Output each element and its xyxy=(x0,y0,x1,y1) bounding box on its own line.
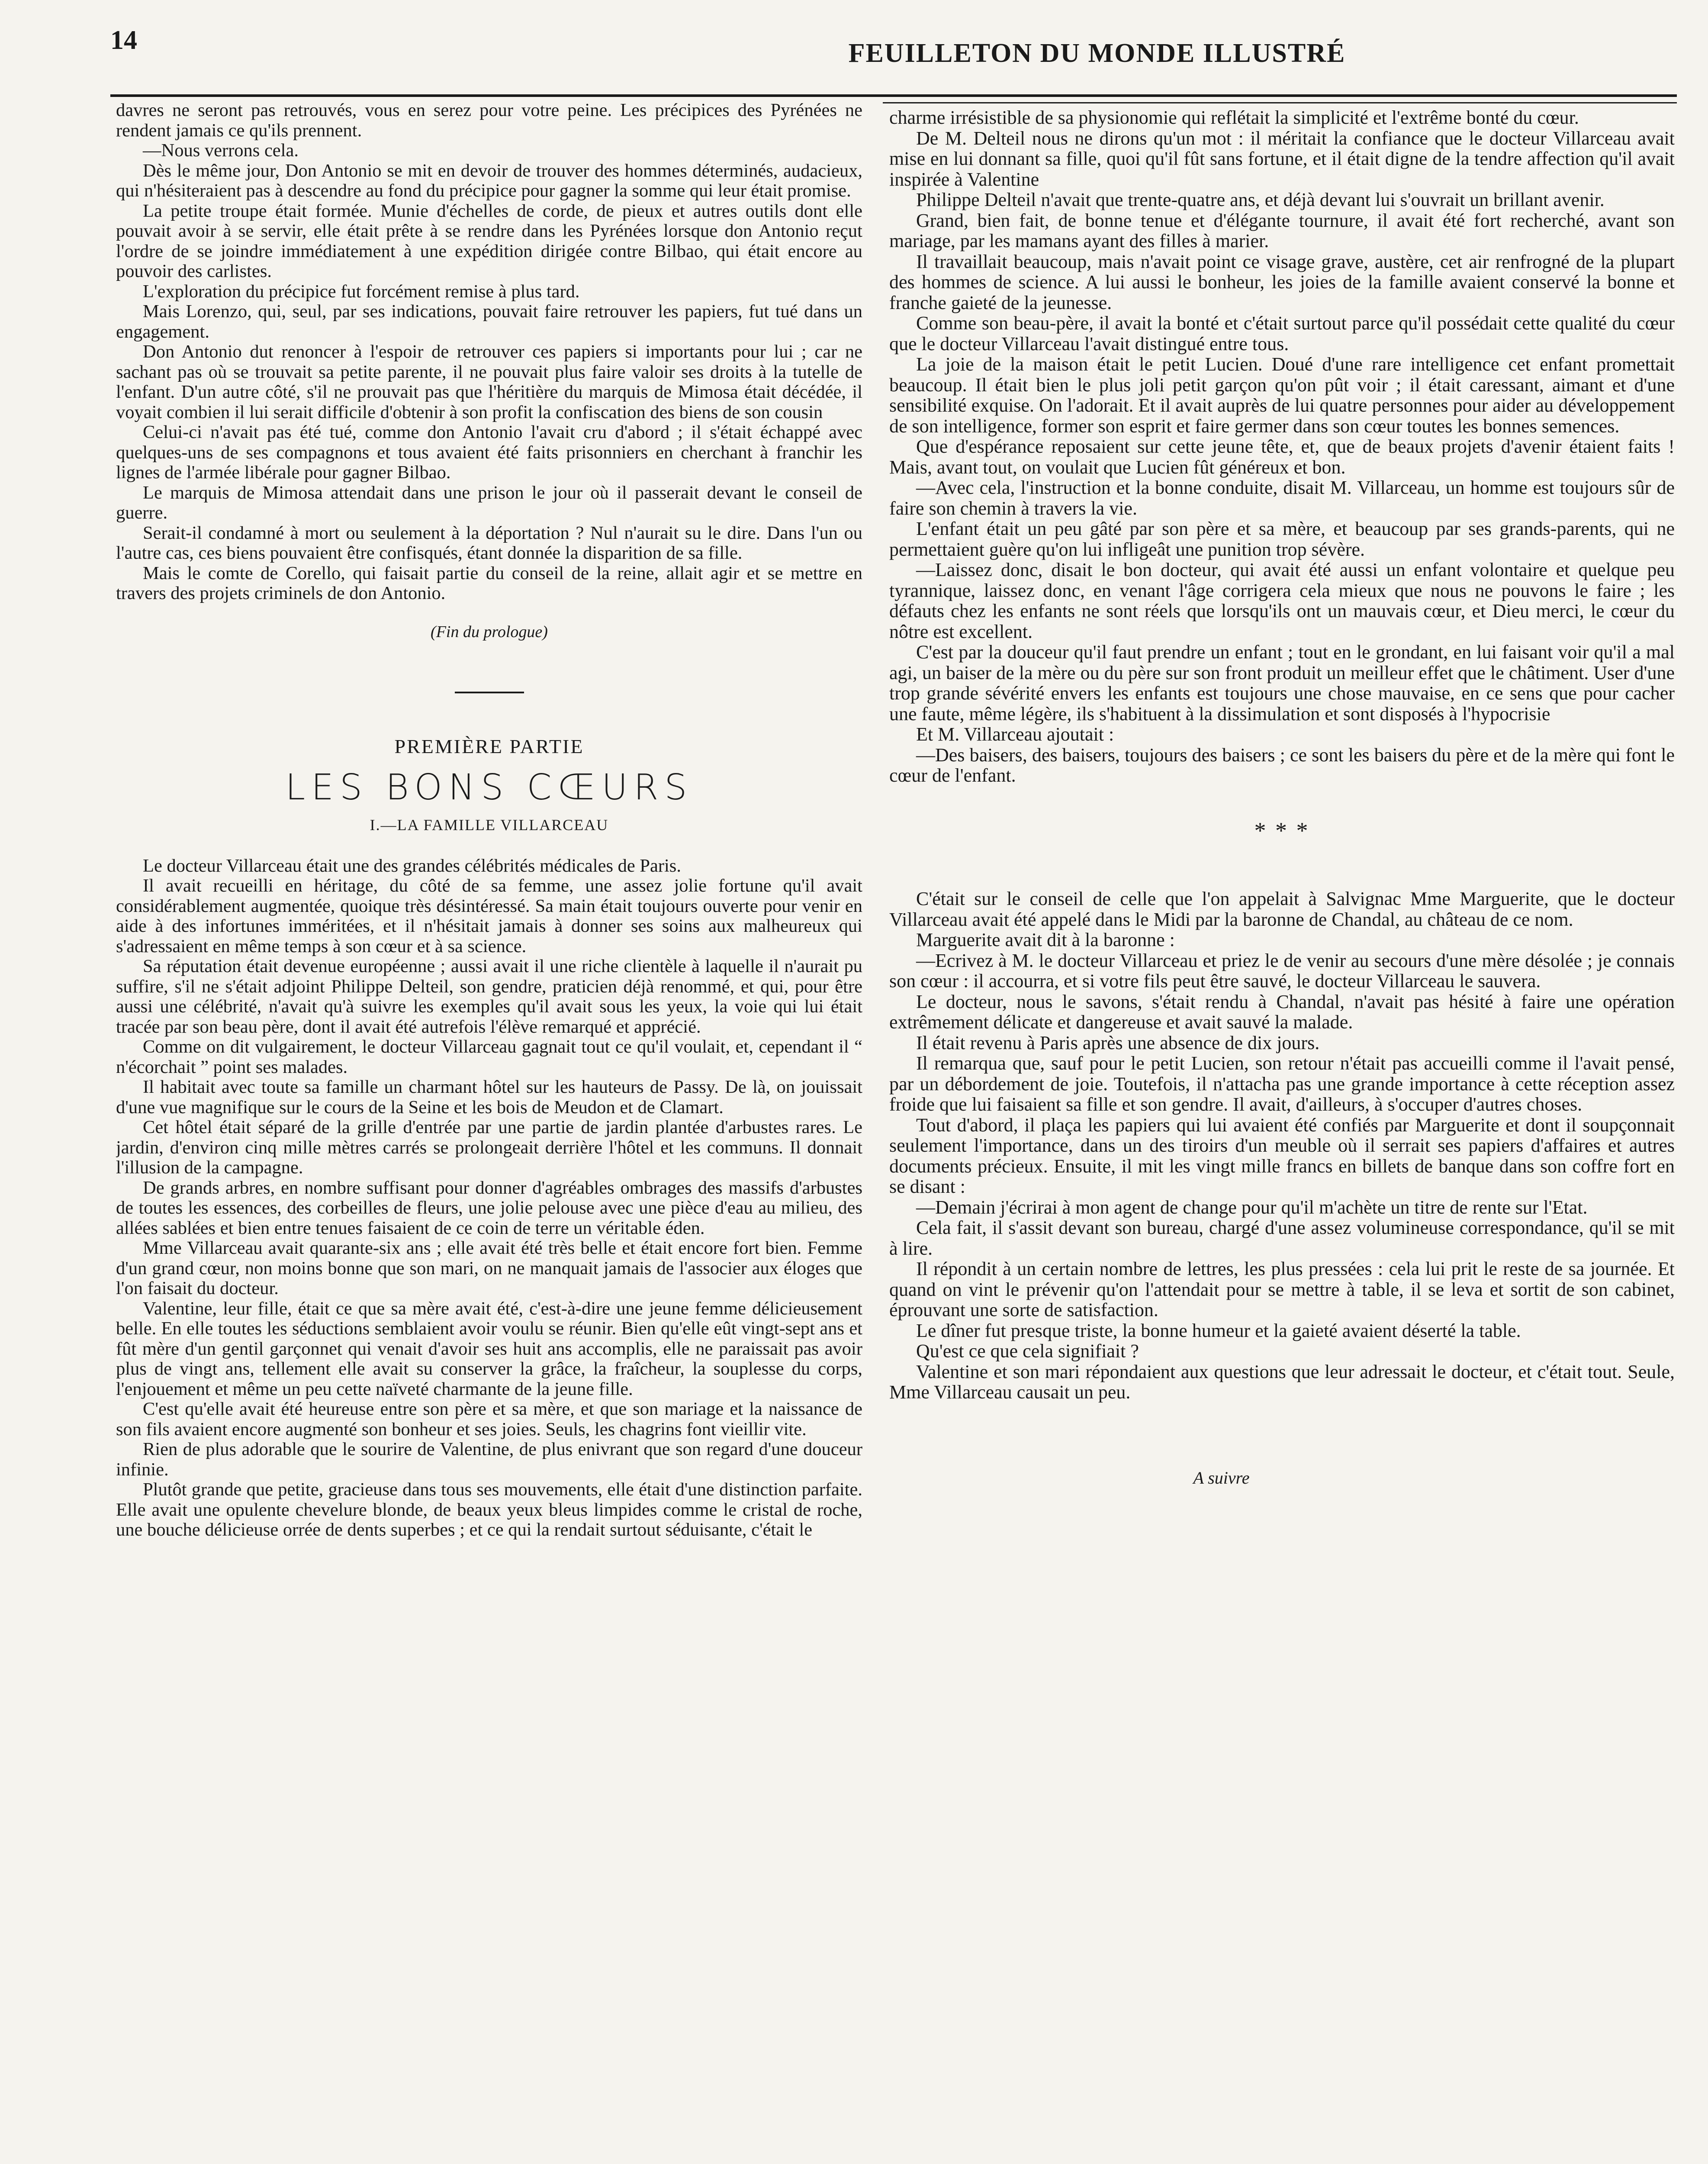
paragraph: L'enfant était un peu gâté par son père et sa mère, et beaucoup par ses grands-parents, qui ne permettaient guère qu'on lui infligeât une punition trop sévère. xyxy=(889,518,1675,560)
paragraph: Mme Villarceau avait quarante-six ans ; elle avait été très belle et était encore fort bien. Femme d'un grand cœur, non moins bonne que son mari, on ne manquait jamais de l'associer aux éloges que l'on faisait du docteur. xyxy=(116,1238,862,1298)
paragraph: C'est par la douceur qu'il faut prendre un enfant ; tout en le grondant, en lui faisant voir qu'il a mal agi, un baiser de la mère ou du père sur son front produit un meilleur effet que le châtiment. User d'une trop grande sévérité envers les enfants est toujours une chose mauvaise, en ce sens que pour cacher une faute, même légère, ils s'habituent à la dissimulation et sont disposés à l'hypocrisie xyxy=(889,641,1675,725)
header-rule xyxy=(110,94,1677,97)
paragraph: Comme on dit vulgairement, le docteur Villarceau gagnait tout ce qu'il voulait, et, cependant il “ n'écorchait ” point ses malades. xyxy=(116,1037,862,1077)
section-title: LES BONS CŒURS xyxy=(285,766,693,808)
paragraph: davres ne seront pas retrouvés, vous en serez pour votre peine. Les précipices des Pyrénées ne rendent jamais ce qu'ils prennent. xyxy=(116,100,862,141)
paragraph: Don Antonio dut renoncer à l'espoir de retrouver ces papiers si importants pour lui ; car ne sachant pas où se trouvait sa petite parente, il ne pouvait plus faire valoir ses droits à la tutelle de l'enfant. D'un autre côté, s'il ne prouvait pas que l'héritière du marquis de Mimosa était décédée, il voyait combien il lui serait difficile d'obtenir à son profit la confiscation des biens de son cousin xyxy=(116,341,862,422)
paragraph: Et M. Villarceau ajoutait : xyxy=(916,724,1114,745)
paragraph: Cela fait, il s'assit devant son bureau, chargé d'une assez volumineuse correspondance, qu'il se mit à lire. xyxy=(889,1217,1675,1259)
paragraph: Grand, bien fait, de bonne tenue et d'élégante tournure, il avait été fort recherché, avant son mariage, par les mamans ayant des filles à marier. xyxy=(889,209,1675,251)
paragraph: Le docteur, nous le savons, s'était rendu à Chandal, n'avait pas hésité à faire une opération extrêmement délicate et dangereuse et avait sauvé la malade. xyxy=(889,991,1675,1033)
paragraph: Philippe Delteil n'avait que trente-quatre ans, et déjà devant lui s'ouvrait un brillant avenir. xyxy=(916,189,1605,210)
paragraph: —Avec cela, l'instruction et la bonne conduite, disait M. Villarceau, un homme est toujours sûr de faire son chemin à travers la vie. xyxy=(889,477,1675,519)
paragraph: Il habitait avec toute sa famille un charmant hôtel sur les hauteurs de Passy. De là, on jouissait d'une vue magnifique sur le cours de la Seine et les bois de Meudon et de Clamart. xyxy=(116,1077,862,1117)
paragraph: Que d'espérance reposaient sur cette jeune tête, et, que de beaux projets d'avenir étaient faits ! Mais, avant tout, on voulait que Lucien fût généreux et bon. xyxy=(889,436,1675,478)
paragraph: Il remarqua que, sauf pour le petit Lucien, son retour n'était pas accueilli comme il l'avait pensé, par un débordement de joie. Toutefois, il n'attacha pas une grande importance à cette réception assez froide que lui faisaient sa fille et son gendre. Il avait, d'ailleurs, à s'occuper d'autres choses. xyxy=(889,1053,1675,1115)
fin-prologue: (Fin du prologue) xyxy=(431,622,548,641)
paragraph: L'exploration du précipice fut forcément remise à plus tard. xyxy=(143,281,580,302)
paragraph: —Laissez donc, disait le bon docteur, qui avait été aussi un enfant volontaire et quelque peu tyrannique, laissez donc, en venant l'âge corrigera cela mieux que nous ne pouvons le faire ; les défauts chez les enfants ne sont réels que lorsqu'ils ont un mauvais cœur, et Dieu merci, le cœur du nôtre est excellent. xyxy=(889,559,1675,642)
paragraph: Marguerite avait dit à la baronne : xyxy=(916,929,1175,950)
paragraph: —Demain j'écrirai à mon agent de change pour qu'il m'achète un titre de rente sur l'Etat. xyxy=(916,1196,1588,1218)
running-title: FEUILLETON DU MONDE ILLUSTRÉ xyxy=(848,39,1346,68)
left-paragraphs-b xyxy=(116,856,862,1540)
chapter-title: I.—LA FAMILLE VILLARCEAU xyxy=(370,816,609,834)
paragraph: C'était sur le conseil de celle que l'on appelait à Salvignac Mme Marguerite, que le docteur Villarceau avait été appelé dans le Midi par la baronne de Chandal, au château de ce nom. xyxy=(889,888,1675,930)
asterism-separator: * * * xyxy=(1254,817,1310,844)
paragraph: Valentine et son mari répondaient aux questions que leur adressait le docteur, et c'était tout. Seule, Mme Villarceau causait un peu. xyxy=(889,1361,1675,1403)
part-title: PREMIÈRE PARTIE xyxy=(394,735,584,757)
paragraph: Le docteur Villarceau était une des grandes célébrités médicales de Paris. xyxy=(143,855,681,876)
section-divider xyxy=(455,692,524,693)
left-paragraphs-a xyxy=(116,100,862,604)
paragraph: Rien de plus adorable que le sourire de Valentine, de plus enivrant que son regard d'une douceur infinie. xyxy=(116,1439,862,1480)
paragraph: Valentine, leur fille, était ce que sa mère avait été, c'est-à-dire une jeune femme délicieusement belle. En elle toutes les séductions semblaient avoir voulu se réunir. Bien qu'elle eût vingt-sept ans et fût mère d'un gentil garçonnet qui venait d'avoir ses huit ans accomplis, elle ne paraissait pas avoir plus de vingt ans, tellement elle avait su conserver la grâce, la fraîcheur, la souplesse du corps, l'enjouement et même un peu cette naïveté charmante de la jeune fille. xyxy=(116,1298,862,1399)
header-rule-secondary xyxy=(883,102,1677,103)
paragraph: —Des baisers, des baisers, toujours des baisers ; ce sont les baisers du père et de la mère qui font le cœur de l'enfant. xyxy=(889,744,1675,786)
paragraph: Il travaillait beaucoup, mais n'avait point ce visage grave, austère, cet air renfrogné de la plupart des hommes de science. A lui aussi le bonheur, les joies de la famille avaient conservé la bonne et franche gaieté de la jeunesse. xyxy=(889,251,1675,313)
paragraph: Serait-il condamné à mort ou seulement à la déportation ? Nul n'aurait su le dire. Dans l'un ou l'autre cas, ces biens pouvaient être confisqués, étant donnée la disparition de sa fille. xyxy=(116,522,862,563)
paragraph: Celui-ci n'avait pas été tué, comme don Antonio l'avait cru d'abord ; il s'était échappé avec quelques-uns de ses compagnons et tous avaient été faits prisonniers en cherchant à franchir les lignes de l'armée libérale pour gagner Bilbao. xyxy=(116,422,862,483)
paragraph: charme irrésistible de sa physionomie qui reflétait la simplicité et l'extrême bonté du cœur. xyxy=(889,107,1579,128)
paragraph: Tout d'abord, il plaça les papiers qui lui avaient été confiés par Marguerite et dont il soupçonnait seulement l'importance, dans un des tiroirs d'un meuble où il serrait ses papiers d'affaires et autres documents précieux. Ensuite, il mit les vingt mille francs en billets de banque dans son coffre fort en se disant : xyxy=(889,1114,1675,1197)
paragraph: Il était revenu à Paris après une absence de dix jours. xyxy=(916,1032,1320,1053)
left-column xyxy=(116,100,862,2164)
paragraph: La joie de la maison était le petit Lucien. Doué d'une rare intelligence cet enfant promettait beaucoup. Il était bien le plus joli petit garçon qu'on pût voir ; il était caressant, aimant et d'une sensibilité exquise. On l'adorait. Et il avait auprès de lui quatre personnes pour aider au développement de son intelligence, former son esprit et faire germer dans son cœur toutes les bonnes semences. xyxy=(889,354,1675,437)
page-number: 14 xyxy=(110,26,137,55)
paragraph: Il répondit à un certain nombre de lettres, les plus pressées : cela lui prit le reste de sa journée. Et quand on vint le prévenir qu'on l'attendait pour se mettre à table, il se leva et sortit de son cabinet, éprouvant une sorte de satisfaction. xyxy=(889,1258,1675,1320)
paragraph: Le dîner fut presque triste, la bonne humeur et la gaieté avaient déserté la table. xyxy=(916,1320,1521,1341)
paragraph: Cet hôtel était séparé de la grille d'entrée par une partie de jardin plantée d'arbustes rares. Le jardin, d'environ cinq mille mètres carrés se prolongeait derrière l'hôtel et les communs. Il donnait l'illusion de la campagne. xyxy=(116,1117,862,1178)
paragraph: Mais le comte de Corello, qui faisait partie du conseil de la reine, allait agir et se mettre en travers des projets criminels de don Antonio. xyxy=(116,563,862,603)
right-paragraphs-b xyxy=(889,889,1675,1403)
right-paragraphs-a xyxy=(889,107,1675,786)
paragraph: De grands arbres, en nombre suffisant pour donner d'agréables ombrages des massifs d'arbustes de toutes les essences, des corbeilles de fleurs, une jolie pelouse avec une pièce d'eau au milieu, des allées sablées et bien entre tenues faisaient de ce coin de terre un véritable éden. xyxy=(116,1177,862,1238)
paragraph: Plutôt grande que petite, gracieuse dans tous ses mouvements, elle était d'une distinction parfaite. Elle avait une opulente chevelure blonde, de beaux yeux bleus limpides comme le cristal de roche, une bouche délicieuse orrée de dents superbes ; et ce qui la rendait surtout séduisante, c'était le xyxy=(116,1479,862,1540)
a-suivre: A suivre xyxy=(1193,1468,1250,1488)
paragraph: —Ecrivez à M. le docteur Villarceau et priez le de venir au secours d'une mère désolée ; je connais son cœur : il accourra, et si votre fils peut être sauvé, le docteur Villarceau le sauvera. xyxy=(889,950,1675,992)
paragraph: Comme son beau-père, il avait la bonté et c'était surtout parce qu'il possédait cette qualité du cœur que le docteur Villarceau l'avait distingué entre tous. xyxy=(889,312,1675,354)
paragraph: —Nous verrons cela. xyxy=(143,140,299,161)
right-column xyxy=(889,107,1675,2164)
paragraph: Mais Lorenzo, qui, seul, par ses indications, pouvait faire retrouver les papiers, fut tué dans un engagement. xyxy=(116,301,862,342)
paragraph: Qu'est ce que cela signifiait ? xyxy=(916,1340,1139,1362)
paragraph: C'est qu'elle avait été heureuse entre son père et sa mère, et que son mariage et la naissance de son fils avaient encore augmenté son bonheur et ses joies. Seuls, les chagrins font vieillir vite. xyxy=(116,1399,862,1439)
paragraph: Dès le même jour, Don Antonio se mit en devoir de trouver des hommes déterminés, audacieux, qui n'hésiteraient pas à descendre au fond du précipice pour gagner la somme qui leur était promise. xyxy=(116,160,862,201)
paragraph: Le marquis de Mimosa attendait dans une prison le jour où il passerait devant le conseil de guerre. xyxy=(116,482,862,523)
paragraph: La petite troupe était formée. Munie d'échelles de corde, de pieux et autres outils dont elle pouvait avoir à se servir, elle était prête à se rendre dans les Pyrénées lorsque don Antonio reçut l'ordre de se joindre immédiatement à une expédition dirigée contre Bilbao, qui était encore au pouvoir des carlistes. xyxy=(116,200,862,281)
paragraph: Il avait recueilli en héritage, du côté de sa femme, une assez jolie fortune qu'il avait considérablement augmentée, quoique très désintéressé. Sa main était toujours ouverte pour venir en aide à des infortunes imméritées, et il n'hésitait jamais à donner ses soins aux malheureux qui s'adressaient en même temps à son cœur et à sa science. xyxy=(116,876,862,956)
paragraph: De M. Delteil nous ne dirons qu'un mot : il méritait la confiance que le docteur Villarceau avait mise en lui donnant sa fille, quoi qu'il fût sans fortune, et il était digne de la tendre affection qu'il avait inspirée à Valentine xyxy=(889,127,1675,190)
paragraph: Sa réputation était devenue européenne ; aussi avait il une riche clientèle à laquelle il n'aurait pu suffire, s'il ne s'était adjoint Philippe Delteil, son gendre, praticien déjà renommé, et qui, pour être aussi une célébrité, n'avait qu'à suivre les exemples qu'il avait sous les yeux, la voie qui lui était tracée par son beau père, dont il avait été autrefois l'élève remarqué et apprécié. xyxy=(116,956,862,1037)
